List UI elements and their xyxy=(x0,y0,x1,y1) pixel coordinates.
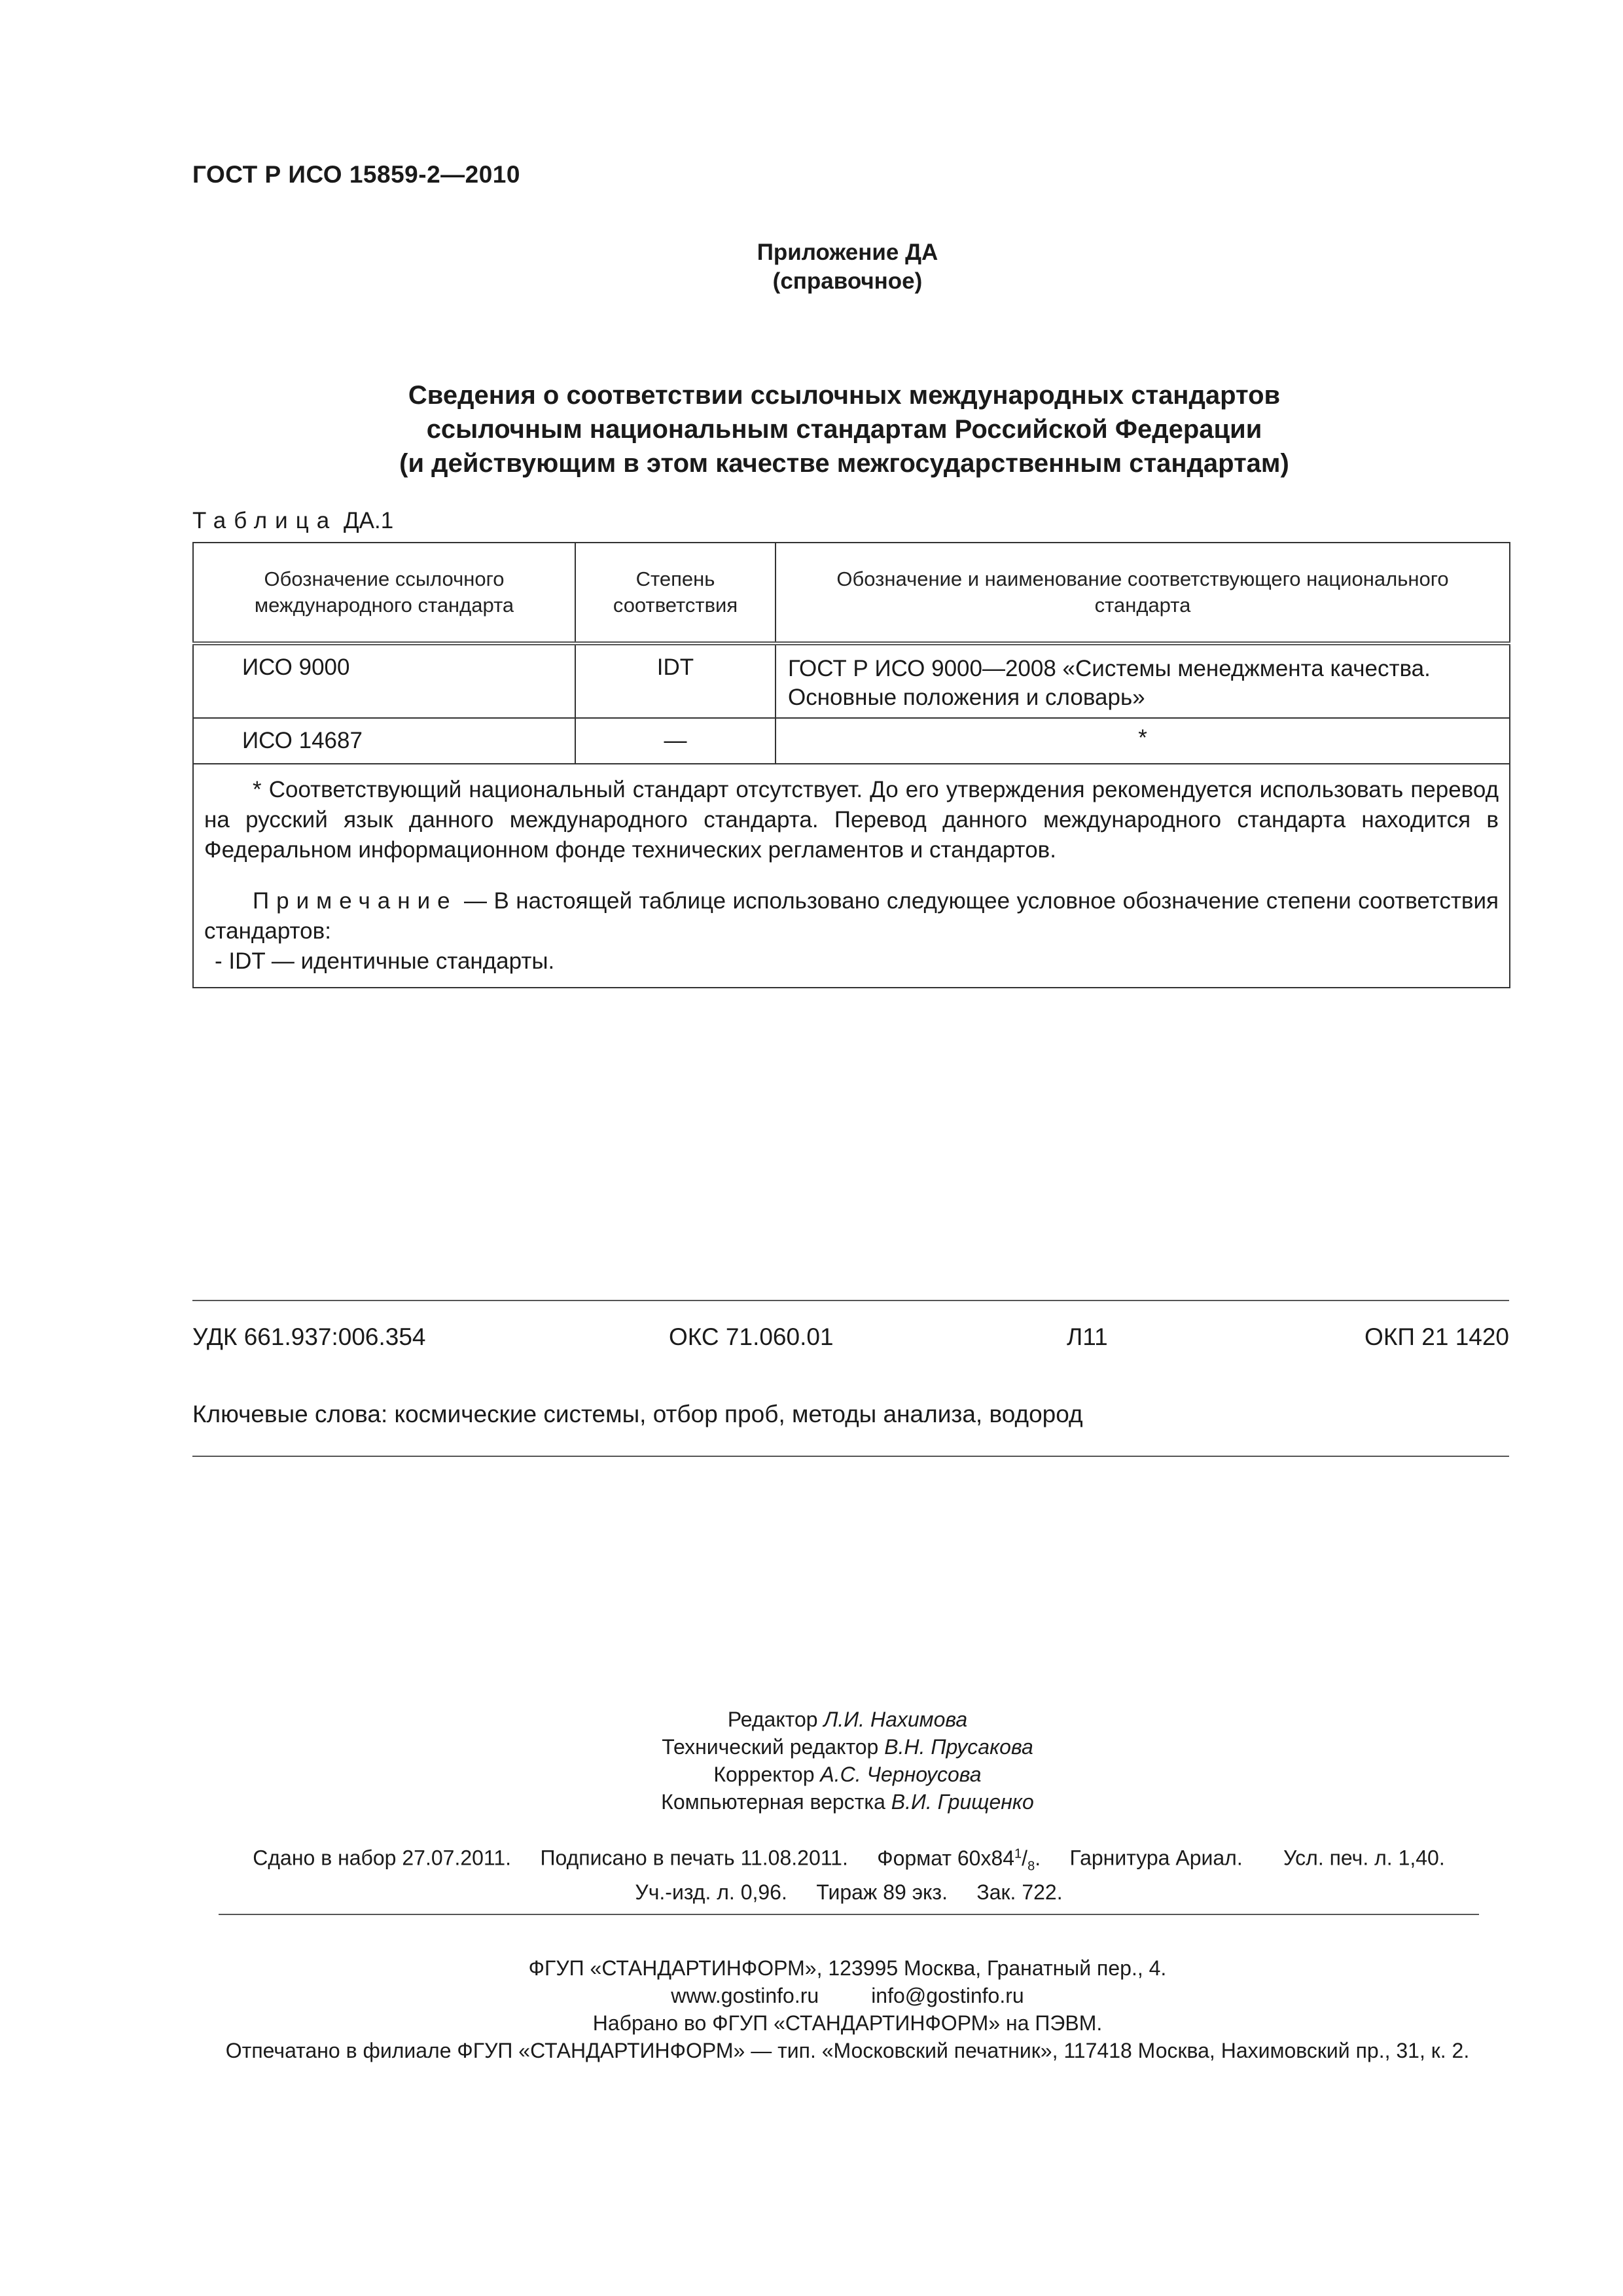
header-national-standard xyxy=(776,543,1510,643)
cell-national-standard: ГОСТ Р ИСО 9000—2008 «Системы менеджмента качества. Основные положения и словарь» xyxy=(776,643,1510,718)
keywords: Ключевые слова: космические системы, отбор проб, методы анализа, водород xyxy=(192,1401,1083,1427)
publisher-printed: Отпечатано в филиале ФГУП «СТАНДАРТИНФОРМ» — тип. «Московский печатник», 117418 Москва, Нахимовский пр., 31, к. 2. xyxy=(225,2039,1470,2062)
print-format-sup: 1 xyxy=(1014,1846,1022,1861)
cell-international-code: ИСО 14687 xyxy=(193,718,575,764)
print-info xyxy=(225,1840,1472,1905)
print-format-prefix: Формат 60x84 xyxy=(877,1846,1015,1870)
table-label xyxy=(192,508,393,534)
note-word: Примечание xyxy=(253,888,457,914)
table-header-row xyxy=(193,543,1510,643)
appendix-title: Приложение ДА xyxy=(757,240,938,265)
divider-middle xyxy=(192,1456,1509,1457)
print-typeface: Гарнитура Ариал. xyxy=(1069,1846,1243,1870)
header-col1-line1: Обозначение ссылочного xyxy=(264,567,505,590)
credit-role: Технический редактор xyxy=(662,1735,885,1759)
table-label-number: ДА.1 xyxy=(343,508,394,533)
credit-name: Л.И. Нахимова xyxy=(823,1708,968,1731)
publisher-contacts xyxy=(0,1982,1623,2009)
cell-degree: — xyxy=(575,718,776,764)
credits xyxy=(0,1706,1623,1816)
publisher-email[interactable]: info@gostinfo.ru xyxy=(871,1984,1024,2007)
header-col3-line2: стандарта xyxy=(1094,594,1191,617)
table-notes-row xyxy=(193,764,1510,988)
table-row xyxy=(193,643,1510,718)
cell-degree: IDT xyxy=(575,643,776,718)
note-text: — В настоящей таблице использовано следующее условное обозначение степени соответствия стандартов: xyxy=(204,888,1499,944)
document-code: ГОСТ Р ИСО 15859-2—2010 xyxy=(192,161,520,188)
publisher-typeset: Набрано во ФГУП «СТАНДАРТИНФОРМ» на ПЭВМ. xyxy=(592,2011,1103,2035)
print-info-line1 xyxy=(225,1840,1472,1879)
table-note xyxy=(204,886,1499,946)
table-footnote: * Соответствующий национальный стандарт отсутствует. До его утверждения рекомендуется использовать перевод на русский язык данного международного стандарта. Перевод данного международного стандарта находится в Федеральном информационном фонде технических регламентов и стандартов. xyxy=(204,777,1499,863)
header-international-standard xyxy=(193,543,575,643)
header-col2-line1: Степень xyxy=(635,567,715,590)
appendix-heading xyxy=(0,238,1623,296)
print-sheets: Усл. печ. л. 1,40. xyxy=(1283,1846,1445,1870)
info-title-line1: Сведения о соответствии ссылочных международных стандартов xyxy=(408,381,1281,410)
credit-name: В.Н. Прусакова xyxy=(884,1735,1033,1759)
appendix-subtitle: (справочное) xyxy=(772,268,923,294)
credit-role: Корректор xyxy=(713,1763,821,1786)
table-notes xyxy=(193,764,1510,988)
header-col3-line1: Обозначение и наименование соответствующего национального xyxy=(836,567,1449,590)
publisher-site[interactable]: www.gostinfo.ru xyxy=(671,1984,819,2007)
oks-code: ОКС 71.060.01 xyxy=(669,1323,834,1350)
info-title-line3: (и действующим в этом качестве межгосударственным стандартам) xyxy=(399,449,1289,478)
reference-table xyxy=(192,542,1510,988)
publisher-info xyxy=(0,1954,1623,2064)
print-format-sub: 8 xyxy=(1027,1859,1035,1874)
header-col1-line2: международного стандарта xyxy=(254,594,514,617)
group-code: Л11 xyxy=(1067,1323,1108,1350)
print-run: Тираж 89 экз. xyxy=(816,1880,948,1905)
credit-tech-editor xyxy=(0,1733,1623,1761)
print-signed: Подписано в печать 11.08.2011. xyxy=(540,1846,848,1870)
cell-national-standard: * xyxy=(776,718,1510,764)
credit-name: А.С. Черноусова xyxy=(820,1763,982,1786)
credit-role: Редактор xyxy=(727,1708,824,1731)
note-item: - IDT — идентичные стандарты. xyxy=(215,948,555,974)
credit-layout xyxy=(0,1788,1623,1816)
info-title-line2: ссылочным национальным стандартам Российской Федерации xyxy=(426,415,1262,444)
credit-proofreader xyxy=(0,1761,1623,1788)
print-info-line2 xyxy=(225,1879,1472,1905)
cell-international-code: ИСО 9000 xyxy=(193,643,575,718)
print-format: Формат $60x84^1/_8$. xyxy=(877,1846,1041,1874)
print-edition-sheets: Уч.-изд. л. 0,96. xyxy=(635,1880,787,1905)
table-label-word: Таблица xyxy=(192,508,338,533)
print-format-suffix: . xyxy=(1035,1846,1041,1870)
header-degree xyxy=(575,543,776,643)
credit-editor xyxy=(0,1706,1623,1733)
divider-bottom xyxy=(219,1914,1479,1915)
publisher-address: ФГУП «СТАНДАРТИНФОРМ», 123995 Москва, Гранатный пер., 4. xyxy=(528,1956,1167,1980)
info-title xyxy=(0,378,1623,480)
table-row xyxy=(193,718,1510,764)
print-order: Зак. 722. xyxy=(976,1880,1063,1905)
header-col2-line2: соответствия xyxy=(613,594,738,617)
okp-code: ОКП 21 1420 xyxy=(1364,1323,1509,1350)
print-submitted: Сдано в набор 27.07.2011. xyxy=(253,1846,512,1870)
udk-code: УДК 661.937:006.354 xyxy=(192,1323,426,1350)
credit-role: Компьютерная верстка xyxy=(661,1790,891,1814)
divider-top xyxy=(192,1300,1509,1301)
credit-name: В.И. Грищенко xyxy=(891,1790,1034,1814)
